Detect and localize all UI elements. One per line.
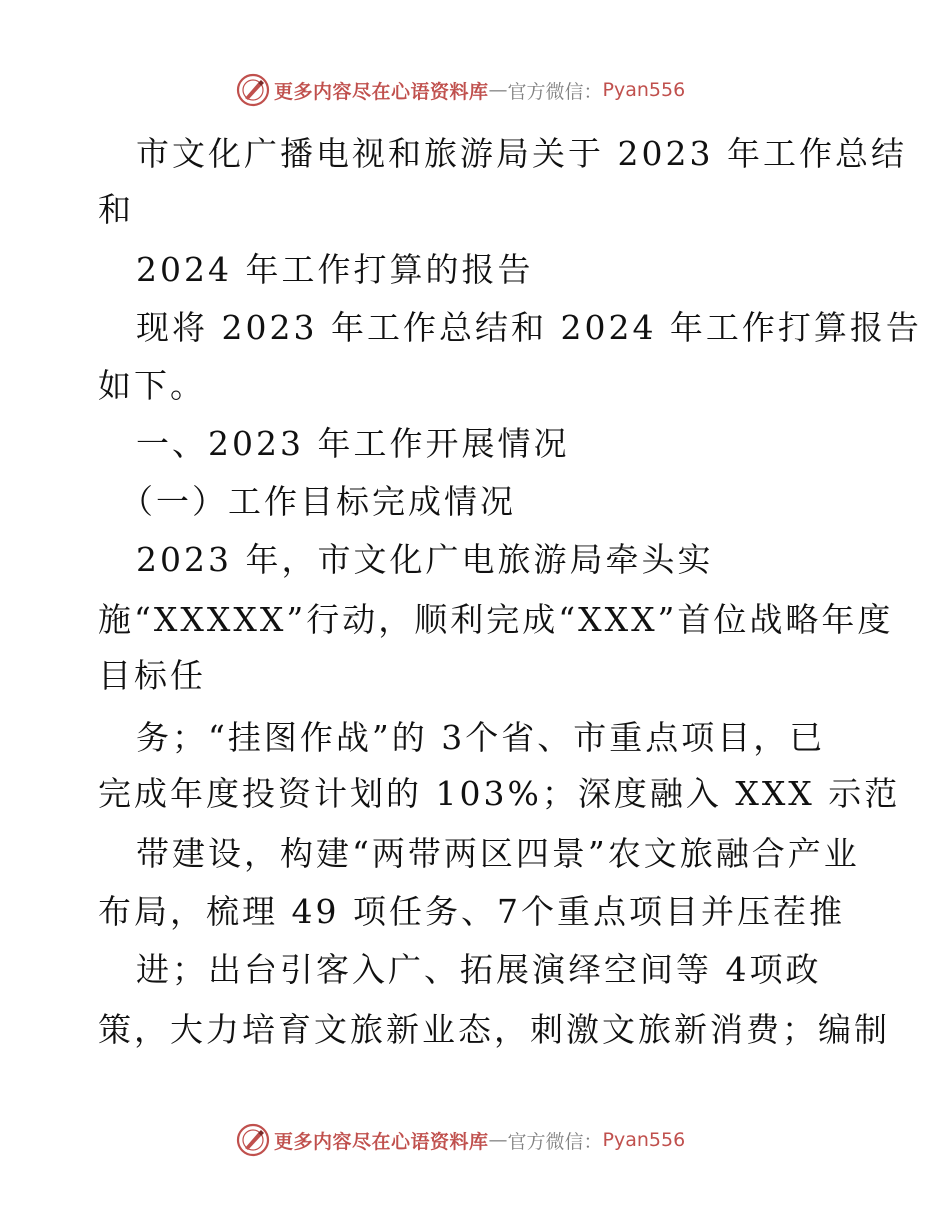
banner-wechat-id: Pyan556 xyxy=(602,79,686,101)
text-line: 施“XXXXX”行动，顺利完成“XXX”首位战略年度 xyxy=(98,600,894,639)
text-line: 带建设，构建“两带两区四景”农文旅融合产业 xyxy=(136,834,860,873)
banner-dash: — xyxy=(488,1129,508,1151)
text-line: 现将 2023 年工作总结和 2024 年工作打算报告 xyxy=(136,308,922,347)
banner-main-text: 更多内容尽在心语资料库 xyxy=(274,80,489,103)
text-line: 市文化广播电视和旅游局关于 2023 年工作总结 xyxy=(136,134,907,173)
text-line: 和 xyxy=(98,190,134,229)
text-line: （一）工作目标完成情况 xyxy=(120,482,516,521)
text-line: 完成年度投资计划的 103%；深度融入 XXX 示范 xyxy=(98,774,901,813)
banner-wechat-label: 官方微信： xyxy=(507,80,603,103)
text-line: 进；出台引客入广、拓展演绎空间等 4项政 xyxy=(136,950,822,989)
pen-seal-logo-icon xyxy=(236,1123,270,1157)
text-line: 务；“挂图作战”的 3个省、市重点项目，已 xyxy=(136,718,826,757)
text-line: 布局，梳理 49 项任务、7个重点项目并压茬推 xyxy=(98,892,845,931)
banner-main-text: 更多内容尽在心语资料库 xyxy=(274,1130,489,1153)
banner-wechat-id: Pyan556 xyxy=(602,1129,686,1151)
footer-banner xyxy=(236,1122,685,1158)
text-line: 2024 年工作打算的报告 xyxy=(136,250,534,289)
text-line: 2023 年，市文化广电旅游局牵头实 xyxy=(136,540,714,579)
banner-dash: — xyxy=(488,79,508,101)
header-banner xyxy=(236,72,685,108)
text-line: 如下。 xyxy=(98,366,206,405)
text-line: 一、2023 年工作开展情况 xyxy=(136,424,570,463)
banner-wechat-label: 官方微信： xyxy=(507,1130,603,1153)
text-line: 目标任 xyxy=(98,656,206,695)
text-line: 策，大力培育文旅新业态，刺激文旅新消费；编制 xyxy=(98,1010,890,1049)
pen-seal-logo-icon xyxy=(236,73,270,107)
